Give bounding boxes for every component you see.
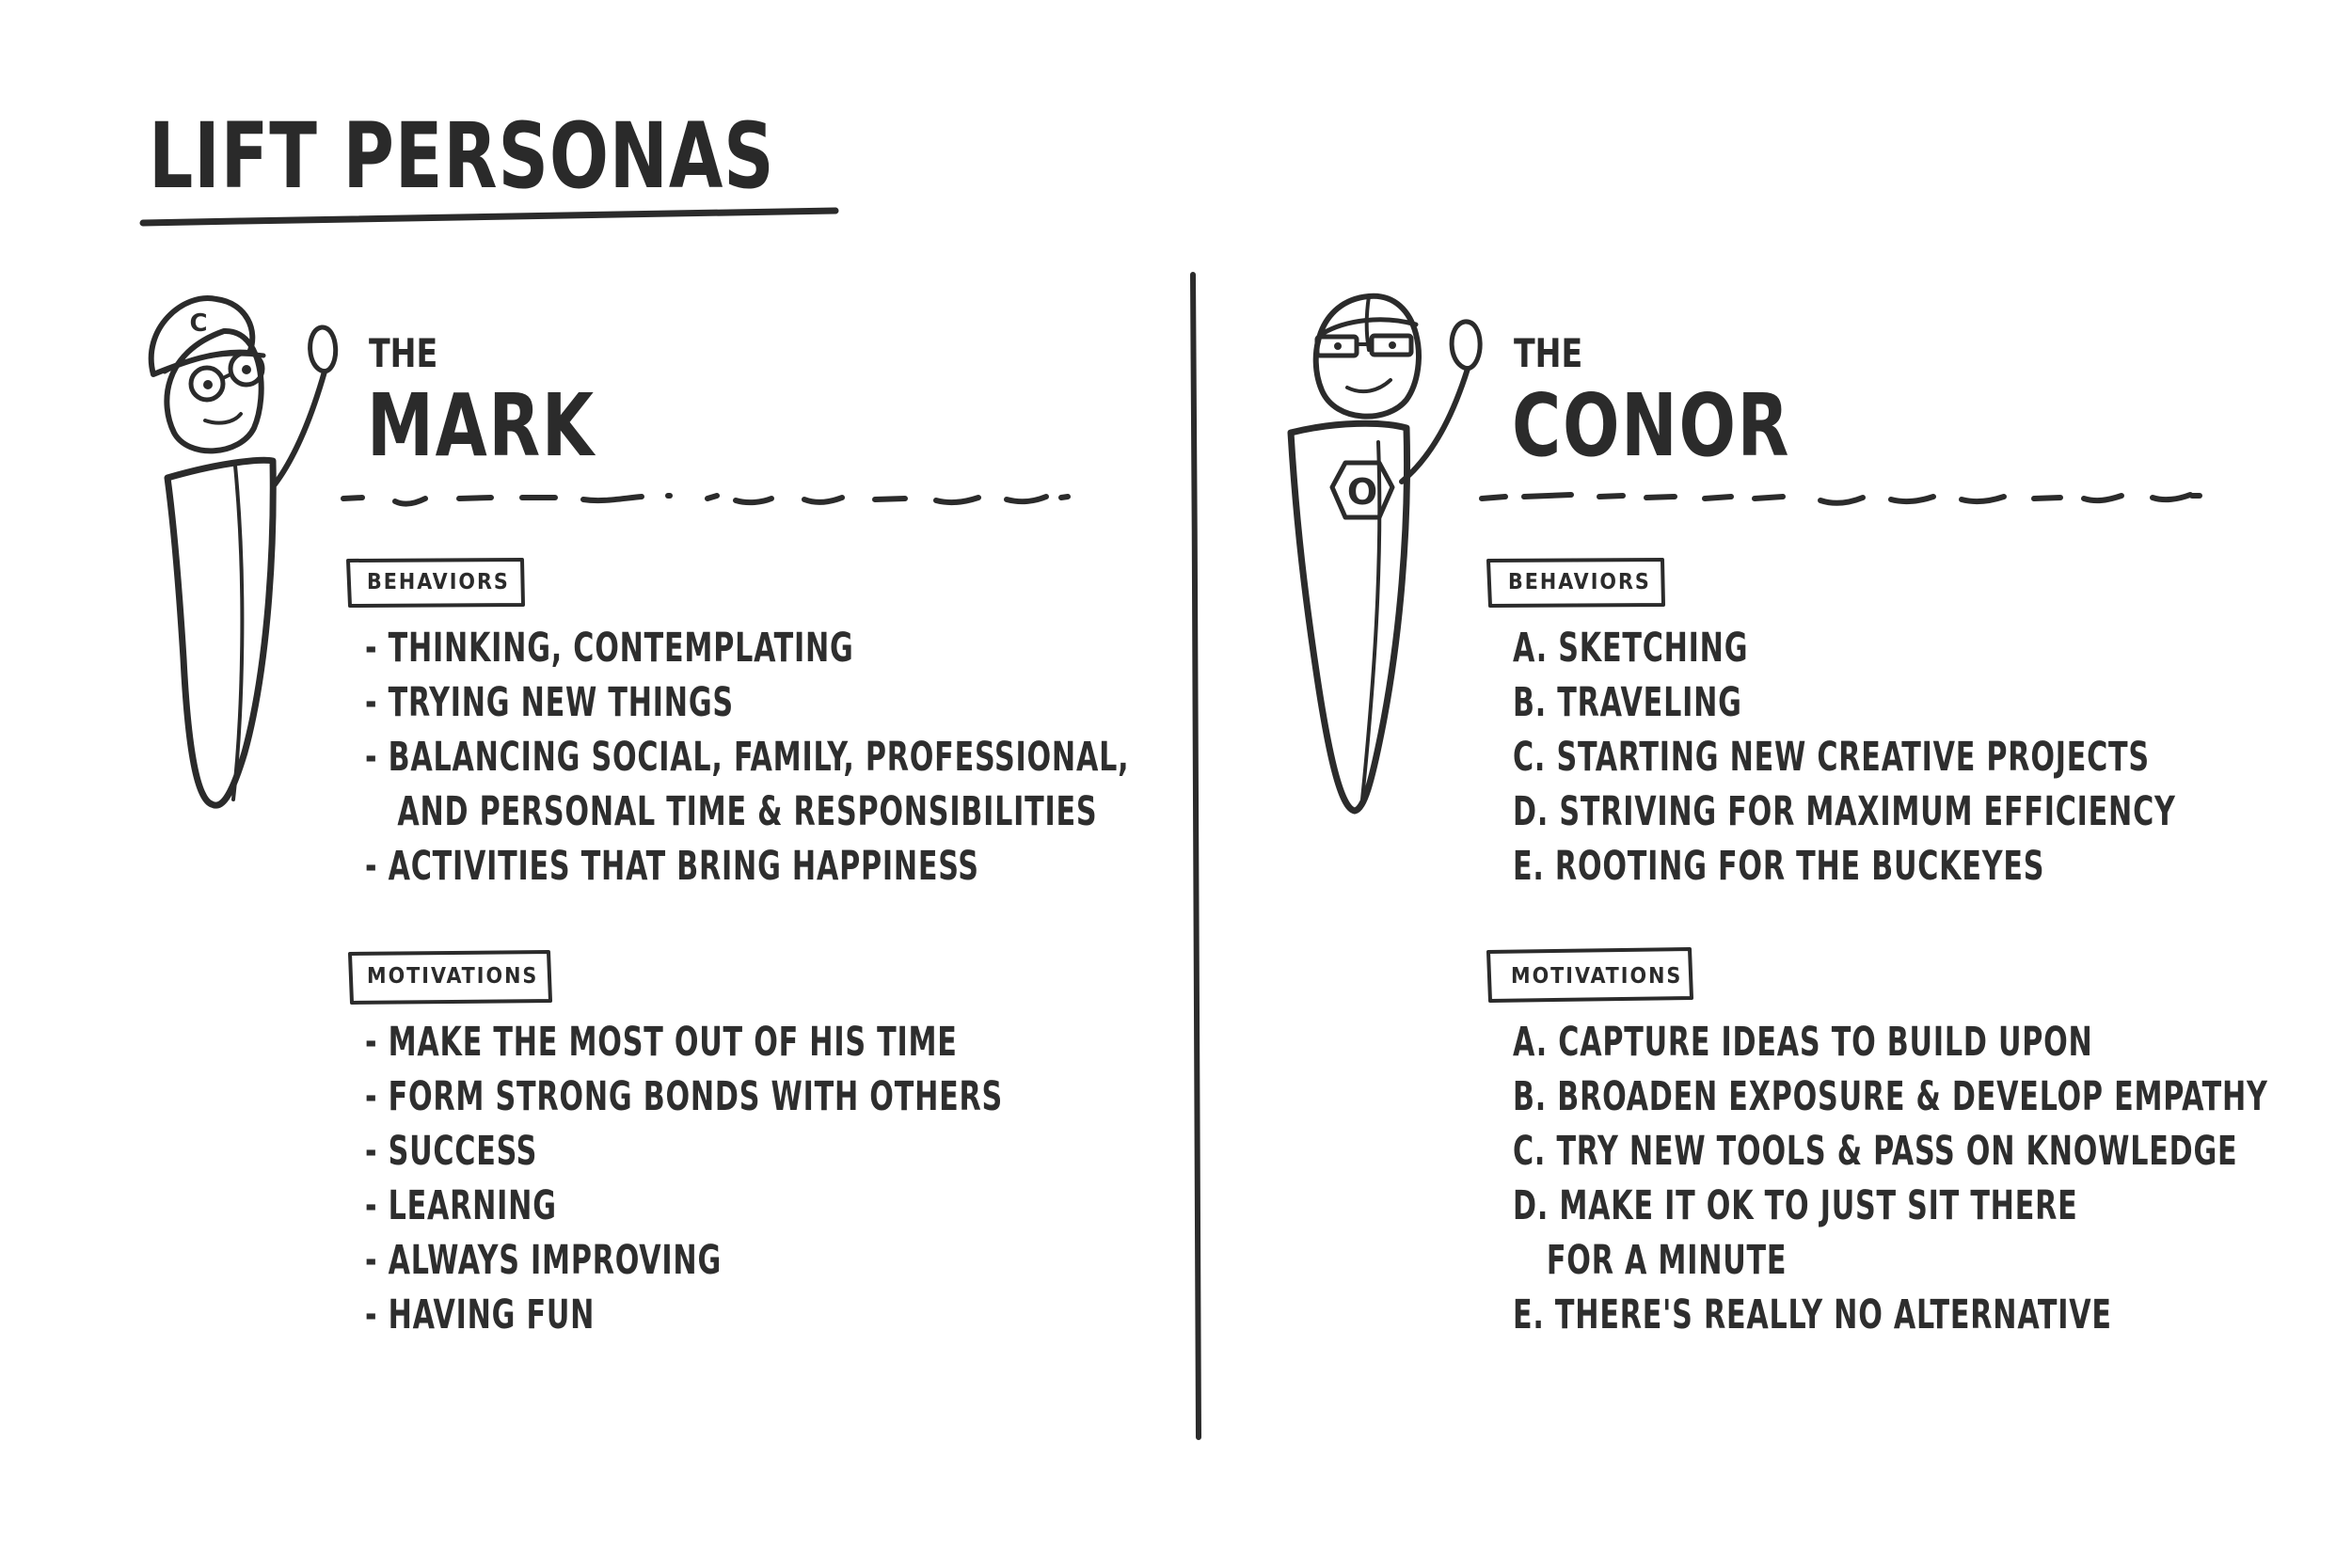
- list-item: - HAVING FUN: [365, 1291, 596, 1338]
- conor-name: CONOR: [1512, 375, 1791, 476]
- list-item: - MAKE THE MOST OUT OF HIS TIME: [365, 1019, 958, 1066]
- list-item: - ACTIVITIES THAT BRING HAPPINESS: [365, 843, 979, 890]
- list-item: B. TRAVELING: [1513, 679, 1742, 726]
- conor-shirt-letter: O: [1346, 471, 1378, 513]
- list-item: - THINKING, CONTEMPLATING: [365, 625, 854, 672]
- list-item: FOR A MINUTE: [1546, 1237, 1788, 1284]
- conor-figure: [1291, 296, 1480, 811]
- conor-dashed-separator: [1482, 495, 2200, 503]
- page-title: LIFT PERSONAS: [149, 103, 775, 209]
- mark-hand: [310, 327, 336, 372]
- list-item: - TRYING NEW THINGS: [365, 679, 734, 726]
- conor-motivations-label: MOTIVATIONS: [1511, 964, 1683, 989]
- list-item: E. THERE'S REALLY NO ALTERNATIVE: [1513, 1291, 2112, 1338]
- mark-cap-letter: C: [189, 309, 208, 338]
- mark-the-label: THE: [369, 330, 438, 376]
- mark-behaviors-list: [365, 621, 1130, 894]
- list-item: B. BROADEN EXPOSURE & DEVELOP EMPATHY: [1513, 1073, 2268, 1120]
- conor-the-label: THE: [1514, 330, 1583, 376]
- list-item: D. MAKE IT OK TO JUST SIT THERE: [1513, 1182, 2078, 1229]
- list-item: - BALANCING SOCIAL, FAMILY, PROFESSIONAL,: [365, 734, 1130, 781]
- mark-name: MARK: [367, 375, 596, 476]
- conor-motivations-list: [1513, 1015, 2268, 1342]
- conor-behaviors-label: BEHAVIORS: [1508, 570, 1651, 594]
- mark-motivations-list: [365, 1015, 1099, 1342]
- conor-behaviors-list: [1513, 621, 2247, 894]
- list-item: C. TRY NEW TOOLS & PASS ON KNOWLEDGE: [1513, 1128, 2238, 1175]
- list-item: D. STRIVING FOR MAXIMUM EFFICIENCY: [1513, 788, 2176, 835]
- list-item: - ALWAYS IMPROVING: [365, 1237, 722, 1284]
- mark-behaviors-label: BEHAVIORS: [367, 570, 510, 594]
- list-item: C. STARTING NEW CREATIVE PROJECTS: [1513, 734, 2150, 781]
- list-item: - FORM STRONG BONDS WITH OTHERS: [365, 1073, 1004, 1120]
- mark-arm: [275, 372, 325, 484]
- conor-hand: [1452, 322, 1480, 369]
- list-item: AND PERSONAL TIME & RESPONSIBILITIES: [397, 788, 1098, 835]
- list-item: A. CAPTURE IDEAS TO BUILD UPON: [1513, 1019, 2093, 1066]
- title-underline: [143, 211, 835, 223]
- mark-motivations-label: MOTIVATIONS: [367, 964, 539, 989]
- center-divider: [1193, 275, 1199, 1437]
- mark-dashed-separator: [343, 496, 1068, 504]
- list-item: E. ROOTING FOR THE BUCKEYES: [1513, 843, 2045, 890]
- list-item: - LEARNING: [365, 1182, 557, 1229]
- mark-figure: [151, 298, 336, 805]
- mark-body: [167, 460, 273, 805]
- list-item: A. SKETCHING: [1513, 625, 1749, 672]
- list-item: - SUCCESS: [365, 1128, 538, 1175]
- mark-head: [167, 331, 261, 451]
